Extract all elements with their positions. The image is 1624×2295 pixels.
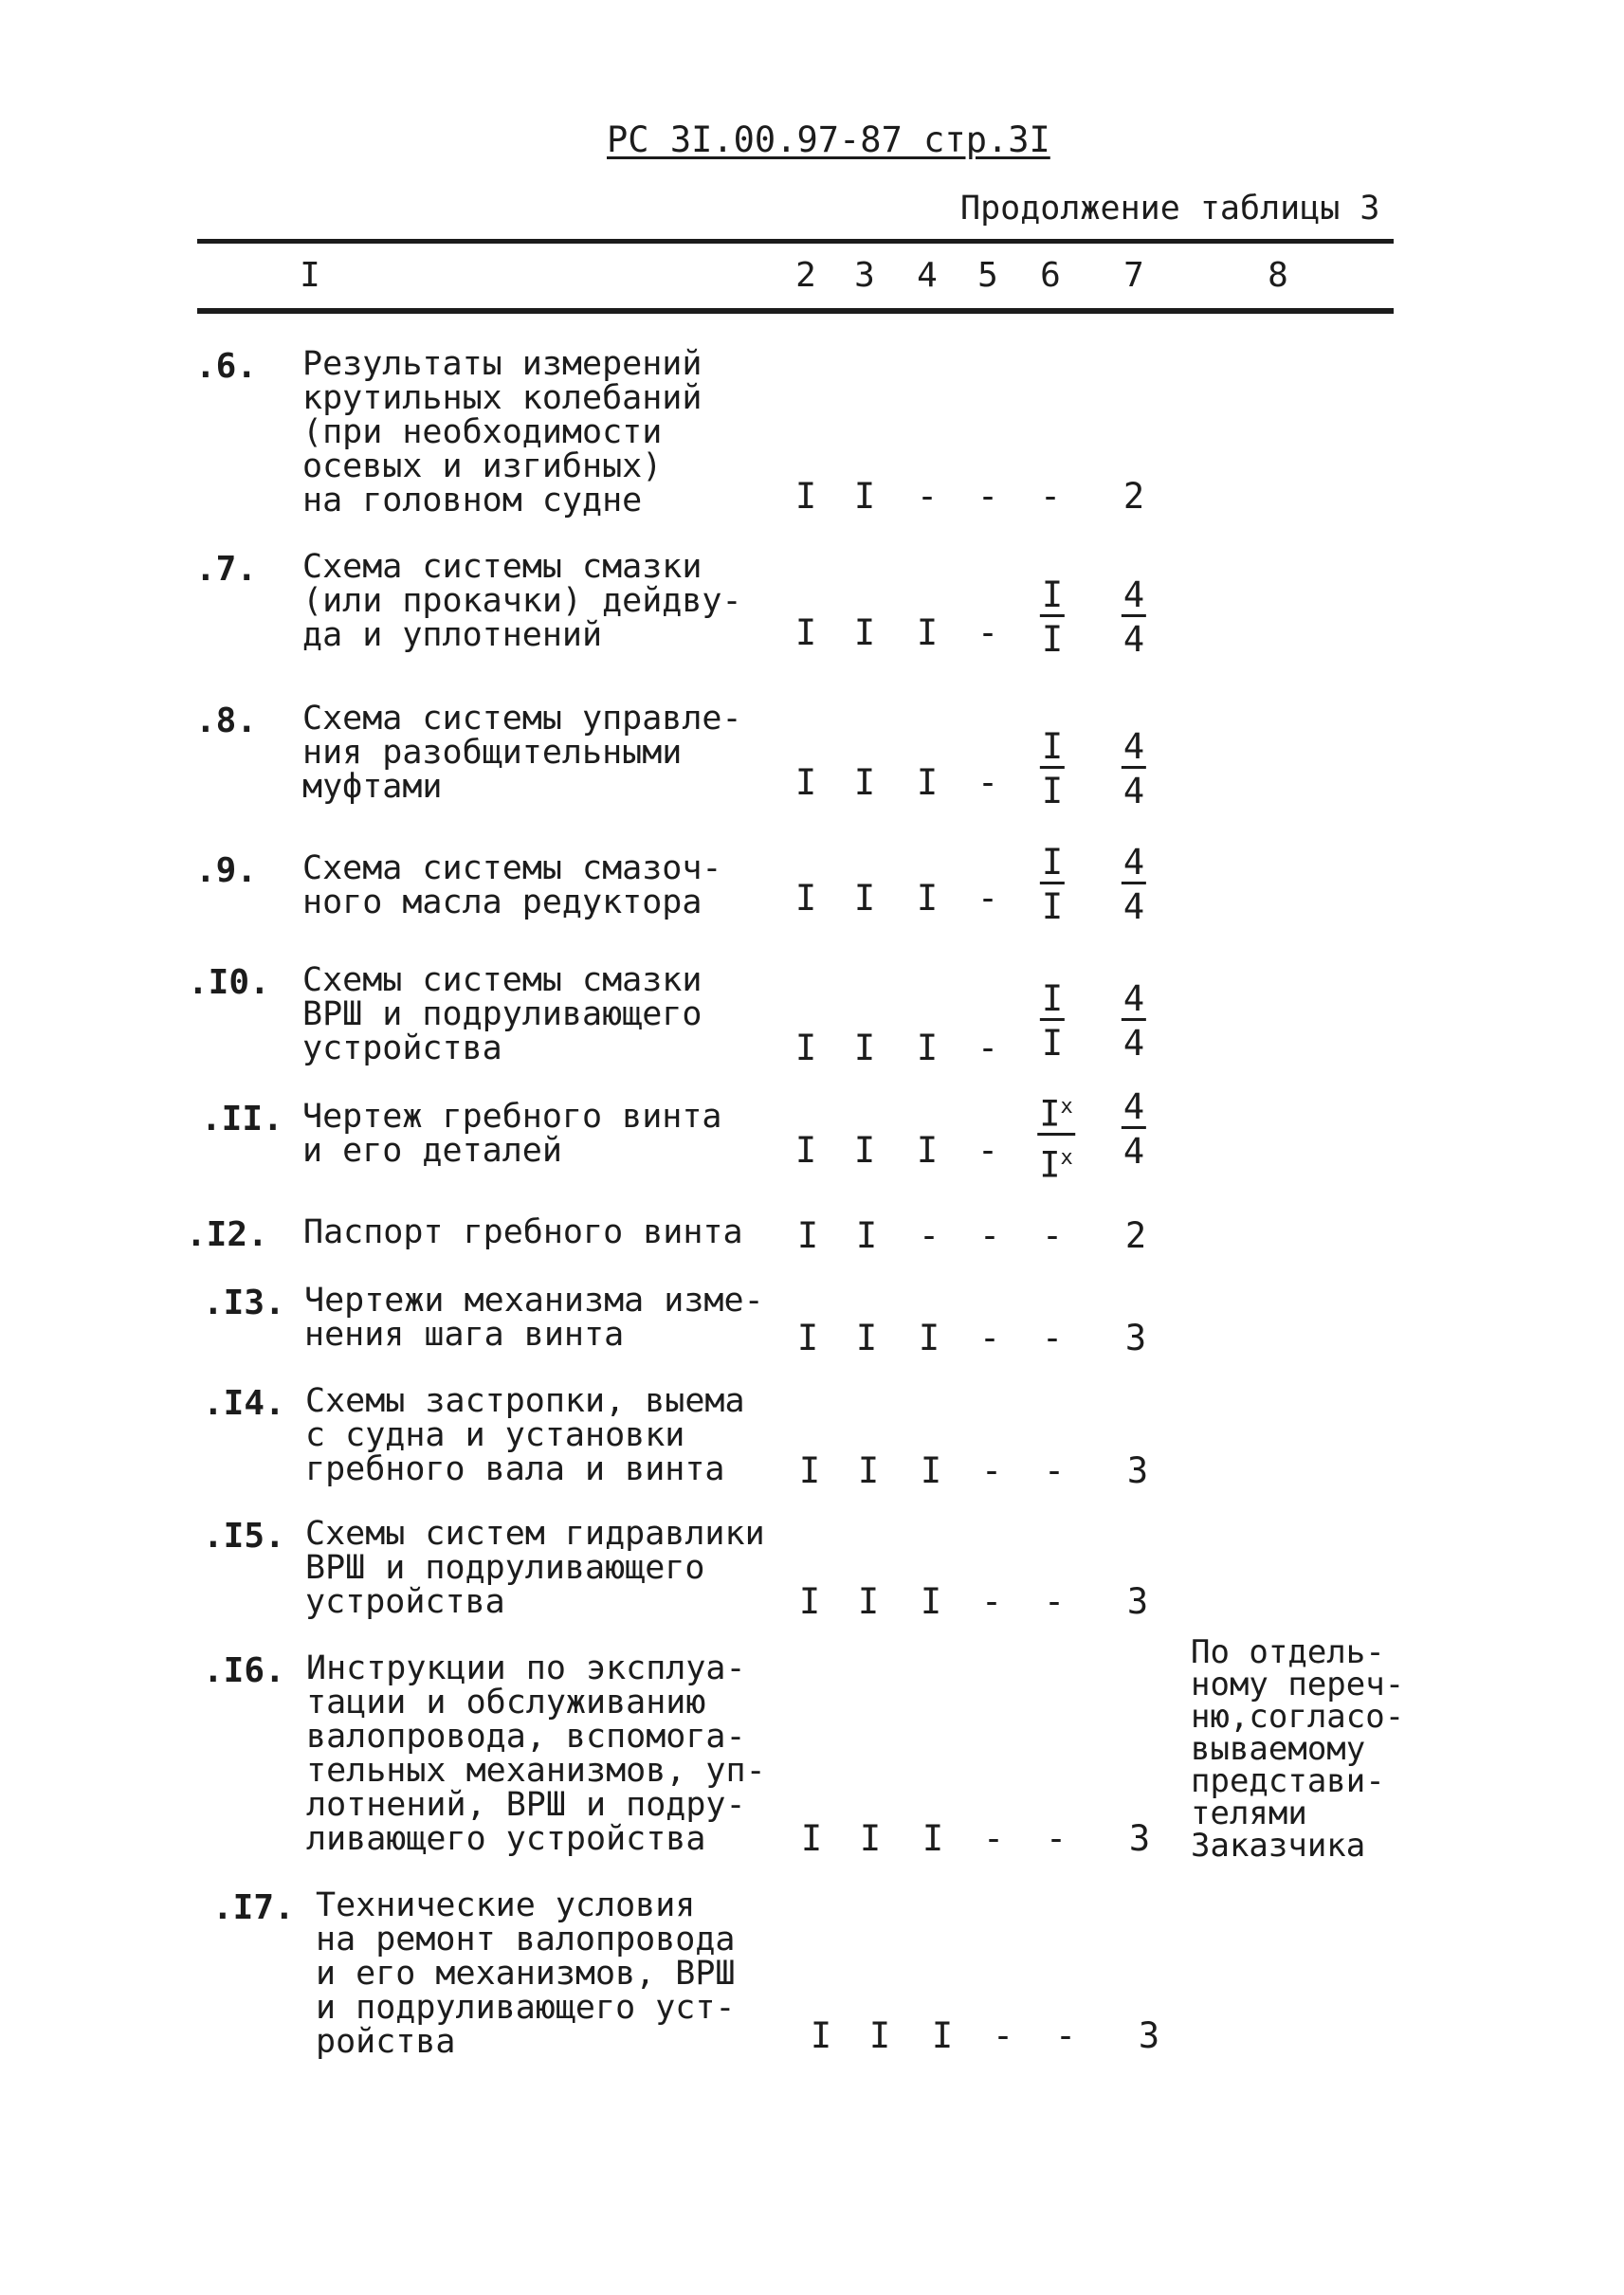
row-description: Схемы системы смазки ВРШ и подруливающего устройства: [302, 961, 703, 1067]
row-number: .II.: [201, 1100, 283, 1138]
column-header-7: 7: [1123, 256, 1144, 295]
fraction-numerator: I: [1041, 574, 1064, 615]
cell-col3: I: [855, 1318, 878, 1358]
cell-col6: -: [1041, 1318, 1064, 1358]
column-header-2: 2: [795, 256, 816, 295]
row-number: .6.: [195, 347, 258, 386]
column-header-5: 5: [977, 256, 998, 295]
cell-col2: I: [794, 1130, 817, 1171]
row-number: .I0.: [188, 963, 270, 1002]
cell-col4: -: [916, 476, 939, 517]
table-header-rule: [197, 308, 1394, 314]
cell-col4: I: [916, 1028, 939, 1068]
cell-col4: I: [916, 762, 939, 803]
fraction-numerator: 4: [1122, 1086, 1145, 1127]
row-number: .7.: [195, 550, 258, 589]
fraction-numerator: $I^x$: [1037, 1088, 1075, 1136]
cell-col7: 3: [1126, 1581, 1149, 1622]
row-description: Результаты измерений крутильных колебаний (при необходимости осевых и изгибных) на головном судне: [302, 345, 703, 519]
cell-col3: I: [855, 1215, 878, 1256]
column-header-3: 3: [854, 256, 875, 295]
cell-col3: I: [857, 1581, 880, 1622]
row-description: Инструкции по эксплуа- тации и обслуживанию валопровода, вспомога- тельных механизмов, уп- лотнений, ВРШ и подру- ливающего устройства: [306, 1649, 766, 1858]
fraction-denominator: I: [1041, 886, 1064, 927]
cell-col2: I: [798, 1581, 821, 1622]
cell-col7: 2: [1124, 1215, 1147, 1256]
fraction-denominator: 4: [1122, 619, 1145, 660]
row-number: .I6.: [203, 1651, 285, 1690]
page-header: РС 3I.00.97-87 стр.3I: [607, 119, 1050, 160]
superscript-mark: x: [1060, 1146, 1073, 1171]
cell-col6: -: [1054, 2015, 1077, 2056]
cell-col6: -: [1039, 476, 1062, 517]
cell-col7-fraction: [1122, 728, 1146, 814]
row-number: .I2.: [186, 1215, 268, 1254]
cell-col5: -: [978, 1215, 1001, 1256]
cell-col4: I: [920, 1450, 942, 1491]
cell-col5: -: [976, 1028, 999, 1068]
cell-col2: I: [810, 2015, 832, 2056]
fraction-denominator: 4: [1122, 886, 1145, 927]
cell-col5: -: [982, 1818, 1005, 1859]
cell-col5: -: [978, 1318, 1001, 1358]
column-header-1: I: [300, 256, 320, 295]
row-number: .I5.: [203, 1517, 285, 1556]
row-description: Схема системы смазки (или прокачки) дейдву- да и уплотнений: [302, 548, 742, 654]
cell-col4: I: [921, 1818, 944, 1859]
cell-col7: 3: [1138, 2015, 1160, 2056]
fraction-denominator: I: [1041, 771, 1064, 811]
fraction-numerator: I: [1041, 978, 1064, 1019]
row-description: Схема системы управле- ния разобщительными муфтами: [302, 700, 742, 806]
cell-col2: I: [796, 1215, 819, 1256]
fraction-denominator: 4: [1122, 771, 1145, 811]
fraction-numerator: I: [1041, 726, 1064, 767]
cell-col5: -: [992, 2015, 1014, 2056]
cell-col6: -: [1043, 1581, 1066, 1622]
cell-col7-fraction: [1122, 980, 1146, 1066]
cell-col3: I: [853, 878, 876, 919]
cell-col4: I: [931, 2015, 954, 2056]
row-description: Схема системы смазоч- ного масла редуктора: [302, 849, 722, 921]
row-description: Технические условия на ремонт валопровода и его механизмов, ВРШ и подруливающего уст- ройства: [316, 1886, 736, 2061]
cell-col7: 2: [1122, 476, 1145, 517]
cell-col3: I: [859, 1818, 882, 1859]
fraction-numerator: 4: [1122, 574, 1145, 615]
cell-col3: I: [853, 762, 876, 803]
superscript-mark: x: [1060, 1095, 1073, 1119]
fraction-numerator: I: [1041, 842, 1064, 883]
row-description: Чертеж гребного винта и его деталей: [302, 1098, 722, 1170]
fraction-numerator: 4: [1122, 726, 1145, 767]
cell-col5: -: [980, 1581, 1003, 1622]
cell-col6-fraction: [1037, 1088, 1075, 1189]
row-number: .I7.: [212, 1888, 295, 1927]
cell-col2: I: [794, 476, 817, 517]
row-number: .8.: [195, 701, 258, 740]
cell-col2: I: [796, 1318, 819, 1358]
cell-col2: I: [800, 1818, 823, 1859]
row-number: .I3.: [203, 1284, 285, 1322]
cell-col4: I: [916, 1130, 939, 1171]
table-top-rule: [197, 239, 1394, 244]
cell-col3: I: [868, 2015, 891, 2056]
cell-col2: I: [794, 612, 817, 653]
cell-col6: -: [1045, 1818, 1067, 1859]
cell-col6-fraction: [1040, 844, 1065, 930]
cell-col5: -: [976, 878, 999, 919]
cell-col2: I: [794, 762, 817, 803]
cell-col5: -: [976, 476, 999, 517]
cell-col2: I: [794, 1028, 817, 1068]
column-header-4: 4: [917, 256, 938, 295]
cell-col3: I: [853, 476, 876, 517]
cell-col4: I: [920, 1581, 942, 1622]
column-header-8: 8: [1268, 256, 1288, 295]
fraction-numerator: 4: [1122, 978, 1145, 1019]
row-description: Схемы систем гидравлики ВРШ и подруливающего устройства: [305, 1515, 765, 1621]
cell-col2: I: [798, 1450, 821, 1491]
fraction-denominator: I: [1041, 1023, 1064, 1064]
cell-col3: I: [853, 1028, 876, 1068]
cell-col5: -: [980, 1450, 1003, 1491]
row-number: .I4.: [203, 1384, 285, 1423]
cell-col8-note: По отдель- ному переч- ню,согласо- вываемому представи- телями Заказчика: [1191, 1633, 1405, 1865]
cell-col6-fraction: [1040, 576, 1065, 663]
cell-col5: -: [976, 762, 999, 803]
cell-col7: 3: [1124, 1318, 1147, 1358]
cell-col5: -: [976, 1130, 999, 1171]
cell-col6: -: [1043, 1450, 1066, 1491]
column-header-6: 6: [1040, 256, 1061, 295]
row-description: Чертежи механизма изме- нения шага винта: [304, 1282, 764, 1354]
row-description: Схемы застропки, выема с судна и установки гребного вала и винта: [305, 1382, 745, 1488]
fraction-denominator: I: [1041, 619, 1064, 660]
fraction-denominator: 4: [1122, 1023, 1145, 1064]
cell-col3: I: [853, 1130, 876, 1171]
fraction-numerator: 4: [1122, 842, 1145, 883]
fraction-denominator: $I^x$: [1039, 1144, 1073, 1186]
cell-col4: -: [918, 1215, 940, 1256]
row-number: .9.: [195, 851, 258, 890]
cell-col7: 3: [1128, 1818, 1151, 1859]
cell-col7-fraction: [1122, 1088, 1146, 1175]
table-continuation-title: Продолжение таблицы 3: [960, 190, 1380, 228]
cell-col7-fraction: [1122, 844, 1146, 930]
cell-col7-fraction: [1122, 576, 1146, 663]
row-description: Паспорт гребного винта: [303, 1213, 743, 1251]
cell-col7: 3: [1126, 1450, 1149, 1491]
cell-col6-fraction: [1040, 728, 1065, 814]
cell-col6: -: [1041, 1215, 1064, 1256]
cell-col3: I: [853, 612, 876, 653]
fraction-denominator: 4: [1122, 1131, 1145, 1172]
cell-col6-fraction: [1040, 980, 1065, 1066]
cell-col4: I: [916, 878, 939, 919]
cell-col2: I: [794, 878, 817, 919]
cell-col4: I: [918, 1318, 940, 1358]
cell-col5: -: [976, 612, 999, 653]
cell-col4: I: [916, 612, 939, 653]
cell-col3: I: [857, 1450, 880, 1491]
